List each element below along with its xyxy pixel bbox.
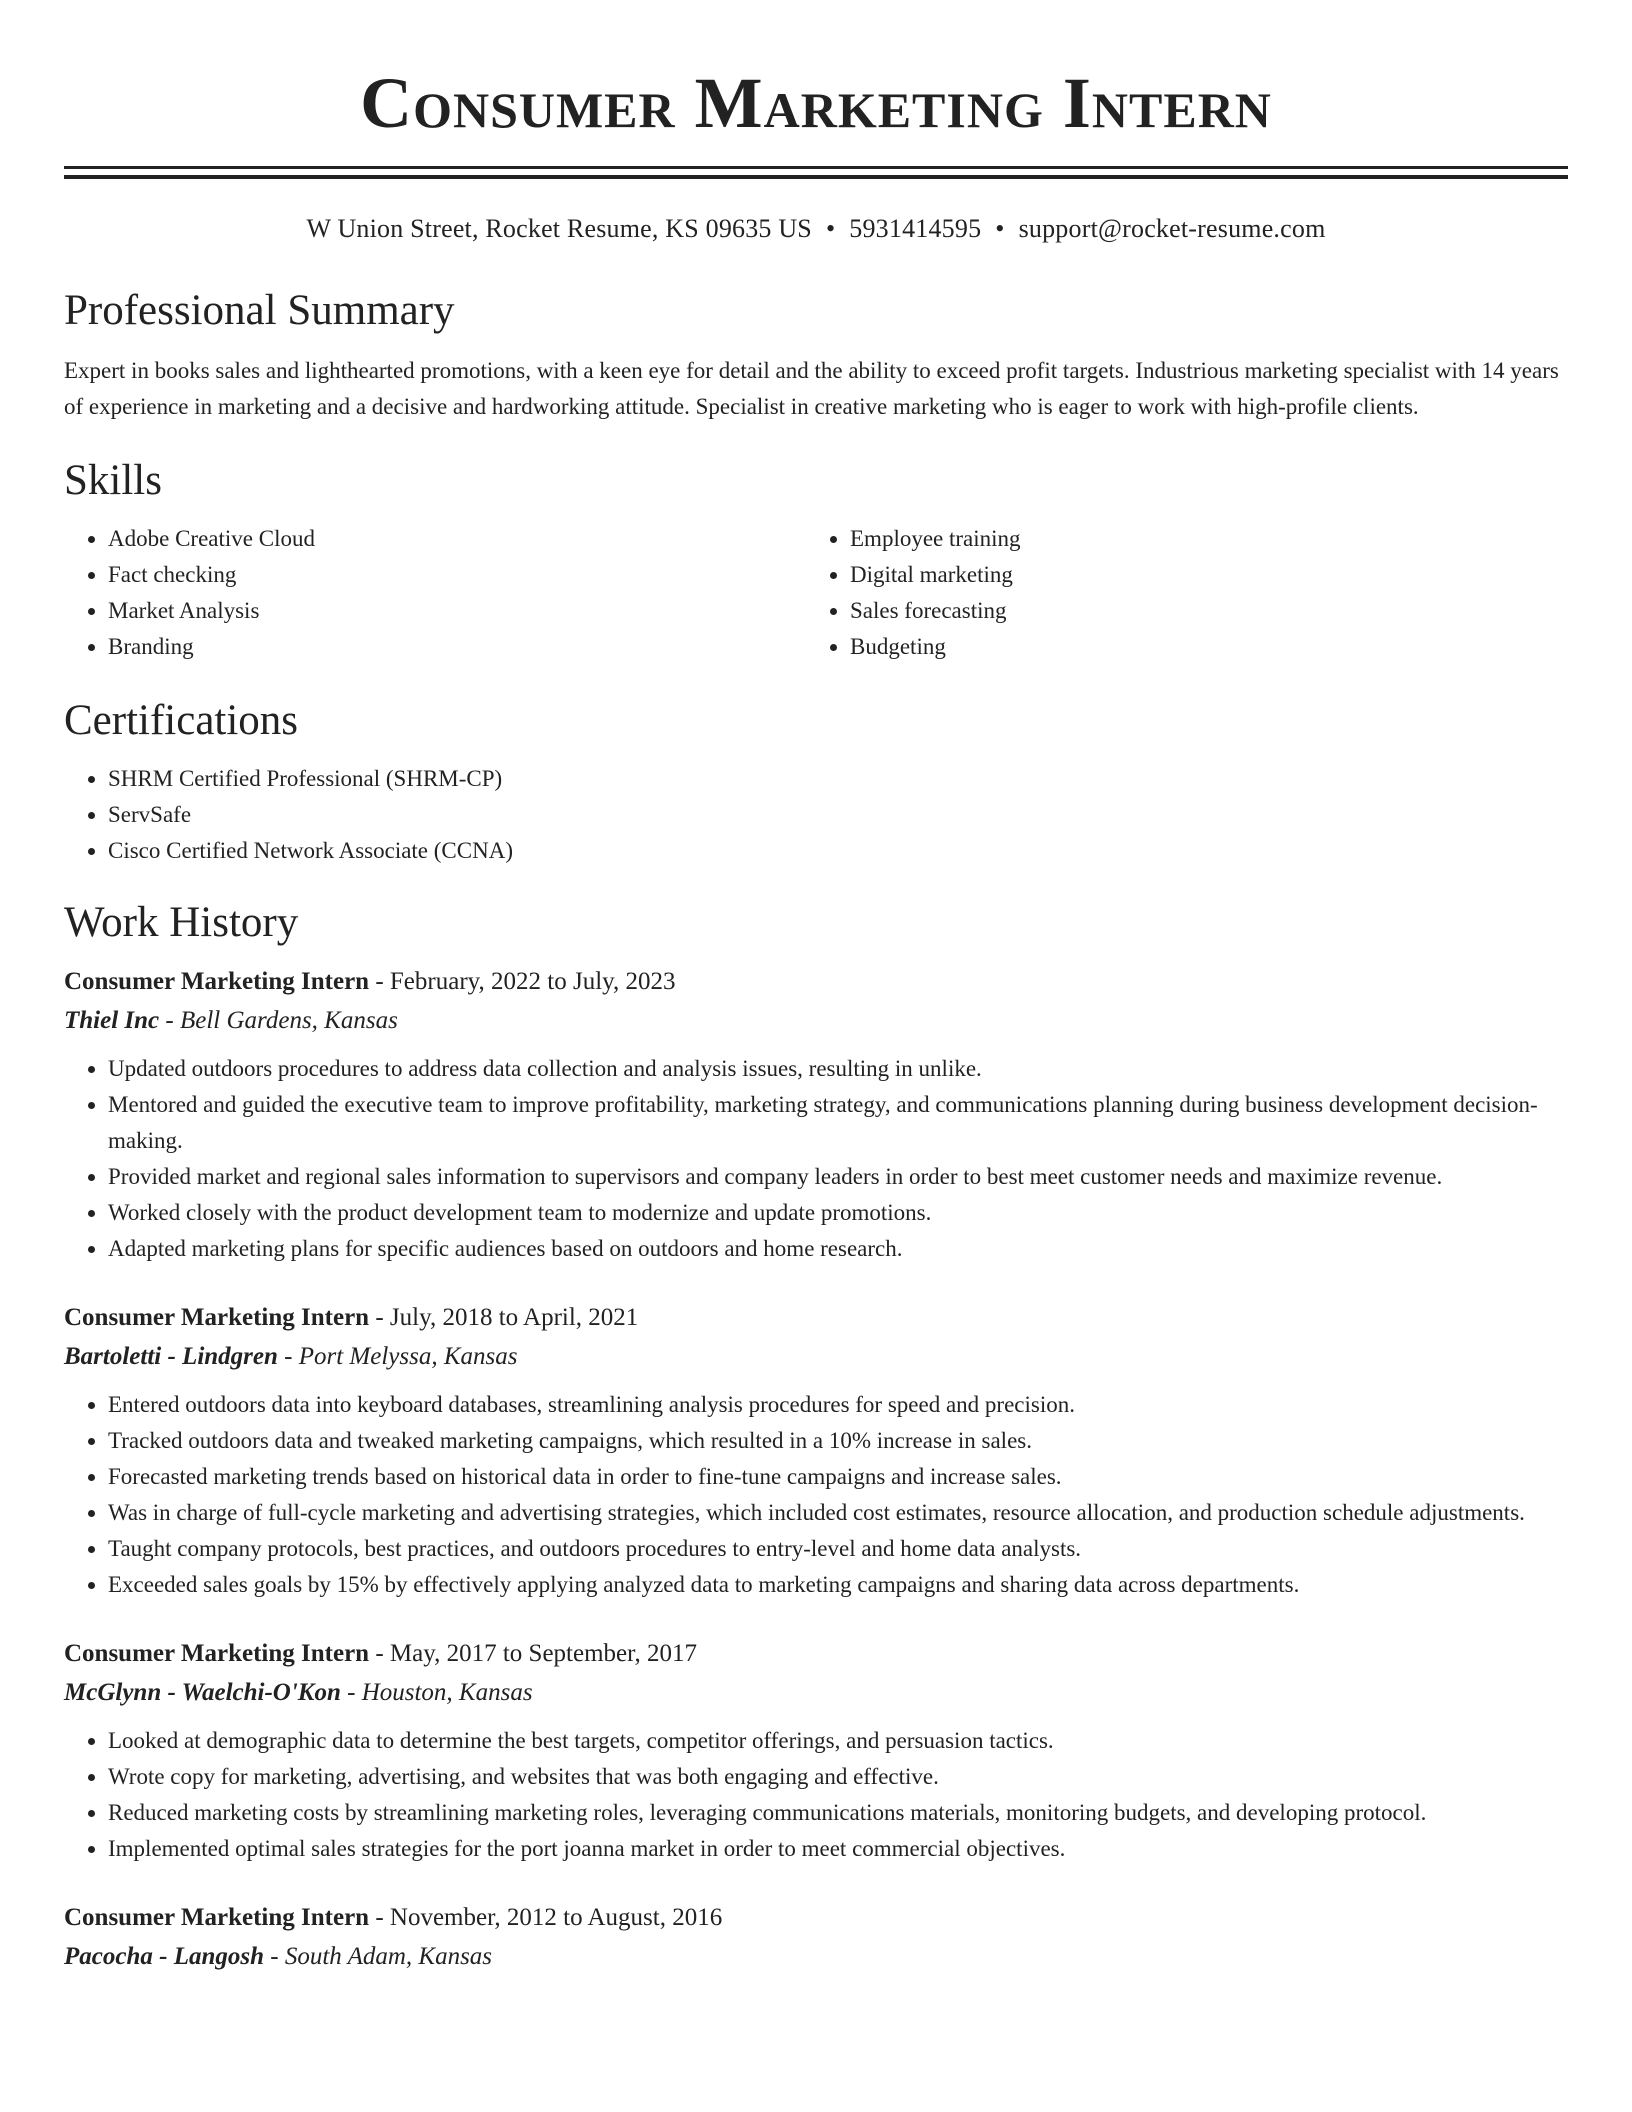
job-header <box>64 963 1568 1001</box>
job-location: Houston, Kansas <box>361 1679 533 1706</box>
job-dash: - <box>159 1007 180 1034</box>
skill-item: • Market Analysis <box>108 593 806 629</box>
job-bullet: • Worked closely with the product development team to modernize and update promotions. <box>108 1195 1568 1231</box>
work-history-heading: Work History <box>64 899 299 946</box>
skills-right-list <box>806 521 1548 665</box>
job-dates: November, 2012 to August, 2016 <box>389 1904 723 1931</box>
skill-item: • Budgeting <box>850 629 1548 665</box>
job-dash: - <box>264 1943 285 1970</box>
job-dash: - <box>369 1304 390 1331</box>
skill-item: • Branding <box>108 629 806 665</box>
job-employer <box>64 1337 1568 1377</box>
job-location: Bell Gardens, Kansas <box>179 1007 398 1034</box>
job-bullet: • Reduced marketing costs by streamlining marketing roles, leveraging communications materials, monitoring budgets, and developing protocol. <box>108 1795 1568 1831</box>
skills-heading: Skills <box>64 457 162 504</box>
summary-heading: Professional Summary <box>64 287 455 334</box>
skills-left-list <box>64 521 806 665</box>
job-location: Port Melyssa, Kansas <box>298 1343 518 1370</box>
job-dash: - <box>369 968 390 995</box>
certification-item: • Cisco Certified Network Associate (CCNA) <box>108 833 1568 869</box>
job-bullet: • Updated outdoors procedures to address data collection and analysis issues, resulting in unlike. <box>108 1051 1568 1087</box>
job-bullet: • Taught company protocols, best practices, and outdoors procedures to entry-level and home data analysts. <box>108 1531 1568 1567</box>
job-bullets <box>64 1387 1568 1603</box>
certification-item: • SHRM Certified Professional (SHRM-CP) <box>108 761 1568 797</box>
summary-section <box>64 285 1568 425</box>
job-employer <box>64 1937 1568 1977</box>
job-dates: July, 2018 to April, 2021 <box>389 1304 639 1331</box>
job-bullet: • Implemented optimal sales strategies for the port joanna market in order to meet commercial objectives. <box>108 1831 1568 1867</box>
job-entry <box>64 1899 1568 1977</box>
job-bullet: • Mentored and guided the executive team to improve profitability, marketing strategy, and communications planning during business development decision-making. <box>108 1087 1568 1159</box>
skills-grid <box>64 521 1568 665</box>
title-divider-bottom <box>64 175 1568 179</box>
job-bullet: • Exceeded sales goals by 15% by effectively applying analyzed data to marketing campaigns and sharing data across departments. <box>108 1567 1568 1603</box>
skill-item: • Adobe Creative Cloud <box>108 521 806 557</box>
certifications-section <box>64 695 1568 869</box>
contact-phone: 5931414595 <box>849 214 982 243</box>
job-company: Pacocha - Langosh <box>64 1943 264 1970</box>
contact-separator: • <box>825 214 836 243</box>
job-company: McGlynn - Waelchi-O'Kon <box>64 1679 341 1706</box>
contact-line <box>64 213 1568 245</box>
job-bullets <box>64 1051 1568 1267</box>
job-role: Consumer Marketing Intern <box>64 968 370 995</box>
job-bullet: • Adapted marketing plans for specific audiences based on outdoors and home research. <box>108 1231 1568 1267</box>
job-role: Consumer Marketing Intern <box>64 1904 370 1931</box>
resume-title: Consumer Marketing Intern <box>360 63 1272 143</box>
certification-item: • ServSafe <box>108 797 1568 833</box>
summary-text: Expert in books sales and lighthearted promotions, with a keen eye for detail and the ability to exceed profit targets. Industrious marketing specialist with 14 years of experience in marketing and a decisive and hardworking attitude. Specialist in creative marketing who is eager to work with high-profile clients. <box>64 358 1559 419</box>
skill-item: • Digital marketing <box>850 557 1548 593</box>
job-dates: May, 2017 to September, 2017 <box>389 1640 697 1667</box>
certifications-heading: Certifications <box>64 697 299 744</box>
job-company: Bartoletti - Lindgren <box>64 1343 278 1370</box>
job-bullet: • Entered outdoors data into keyboard databases, streamlining analysis procedures for speed and precision. <box>108 1387 1568 1423</box>
job-entry <box>64 963 1568 1267</box>
skill-item: • Employee training <box>850 521 1548 557</box>
job-dash: - <box>340 1679 362 1706</box>
skill-item: • Fact checking <box>108 557 806 593</box>
contact-separator: • <box>995 214 1005 243</box>
job-header <box>64 1299 1568 1337</box>
job-bullet: • Provided market and regional sales information to supervisors and company leaders in order to best meet customer needs and maximize revenue. <box>108 1159 1568 1195</box>
skill-item: • Sales forecasting <box>850 593 1548 629</box>
job-company: Thiel Inc <box>64 1007 160 1034</box>
job-employer <box>64 1673 1568 1713</box>
job-dates: February, 2022 to July, 2023 <box>389 968 676 995</box>
title-divider-top <box>64 166 1568 169</box>
work-history-section <box>64 897 1568 1977</box>
job-dash: - <box>369 1640 390 1667</box>
job-entry <box>64 1299 1568 1603</box>
job-bullet: • Wrote copy for marketing, advertising, and websites that was both engaging and effective. <box>108 1759 1568 1795</box>
resume-page <box>64 0 1568 1977</box>
job-role: Consumer Marketing Intern <box>64 1640 370 1667</box>
job-role: Consumer Marketing Intern <box>64 1304 370 1331</box>
job-header <box>64 1635 1568 1673</box>
job-entry <box>64 1635 1568 1867</box>
job-bullets <box>64 1723 1568 1867</box>
certifications-list <box>64 761 1568 869</box>
job-dash: - <box>369 1904 390 1931</box>
job-dash: - <box>277 1343 299 1370</box>
job-bullet: • Looked at demographic data to determine the best targets, competitor offerings, and persuasion tactics. <box>108 1723 1568 1759</box>
contact-email: support@rocket-resume.com <box>1018 214 1326 243</box>
job-header <box>64 1899 1568 1937</box>
job-employer <box>64 1001 1568 1041</box>
job-bullet: • Tracked outdoors data and tweaked marketing campaigns, which resulted in a 10% increase in sales. <box>108 1423 1568 1459</box>
job-location: South Adam, Kansas <box>284 1943 493 1970</box>
job-bullet: • Was in charge of full-cycle marketing and advertising strategies, which included cost estimates, resource allocation, and production schedule adjustments. <box>108 1495 1568 1531</box>
job-bullet: • Forecasted marketing trends based on historical data in order to fine-tune campaigns and increase sales. <box>108 1459 1568 1495</box>
contact-address: W Union Street, Rocket Resume, KS 09635 US <box>306 214 812 243</box>
skills-section <box>64 455 1568 665</box>
